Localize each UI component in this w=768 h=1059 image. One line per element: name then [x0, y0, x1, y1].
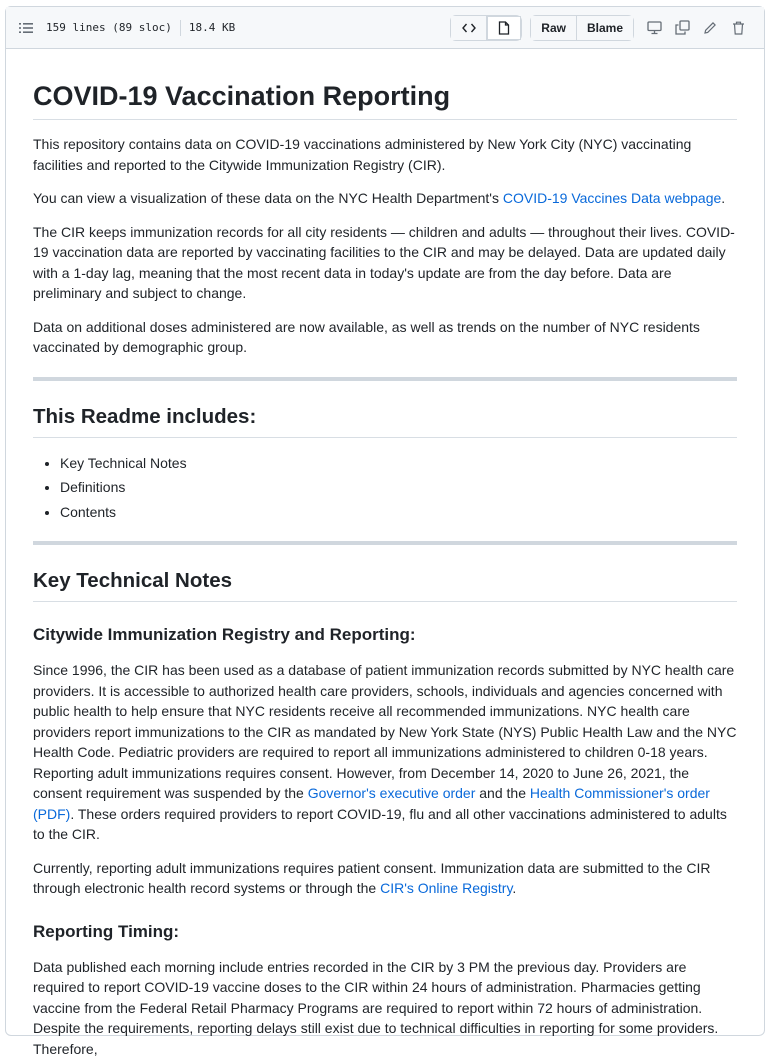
- list-lines-icon[interactable]: [18, 20, 34, 36]
- file-size: 18.4 KB: [189, 21, 235, 34]
- file-header: [6, 7, 764, 49]
- copy-button[interactable]: [668, 15, 696, 41]
- file-icon: [498, 21, 510, 35]
- includes-heading: This Readme includes:: [33, 404, 737, 438]
- divider: [33, 541, 737, 545]
- blame-button[interactable]: Blame: [576, 16, 633, 40]
- governors-order-link[interactable]: Governor's executive order: [308, 785, 476, 801]
- currently-text: Currently, reporting adult immunizations requires patient consent. Immunization data are submitted to the CIR through electronic health record systems or through the: [33, 860, 711, 897]
- raw-button[interactable]: Raw: [531, 16, 576, 40]
- online-registry-link[interactable]: CIR's Online Registry: [380, 880, 512, 896]
- vaccines-data-link[interactable]: COVID-19 Vaccines Data webpage: [503, 190, 721, 206]
- desktop-icon: [647, 21, 662, 35]
- visualization-text: You can view a visualization of these data on the NYC Health Department's: [33, 190, 503, 206]
- trash-icon: [732, 21, 745, 35]
- pencil-icon: [703, 21, 717, 35]
- key-notes-heading: Key Technical Notes: [33, 568, 737, 602]
- commissioners-order-link[interactable]: Health Commissioner's order (PDF): [33, 785, 710, 822]
- view-toggle: [450, 15, 522, 41]
- cir-reporting-text: and the: [475, 785, 530, 801]
- copy-icon: [675, 20, 690, 35]
- visualization-period: .: [721, 190, 725, 206]
- divider: [33, 377, 737, 381]
- currently-text: .: [512, 880, 516, 896]
- readme-article: [6, 49, 764, 1059]
- code-view-button[interactable]: [451, 16, 486, 40]
- page-title: COVID-19 Vaccination Reporting: [33, 79, 737, 120]
- file-viewer: [5, 6, 765, 1036]
- intro-paragraph: This repository contains data on COVID-19 vaccinations administered by New York City (NYC) vaccinating facilities and reported to the Citywide Immunization Registry (CIR).: [33, 134, 737, 175]
- currently-paragraph: [33, 858, 737, 899]
- line-count: 159 lines (89 sloc): [46, 21, 172, 34]
- list-item: • Contents: [60, 502, 737, 523]
- timing-paragraph: Data published each morning include entries recorded in the CIR by 3 PM the previous day. Providers are required to report COVID-19 vaccine doses to the CIR within 24 hours of administration. Pharmacies getting vaccine from the Federal Retail Pharmacy Programs are required to report within 72 hours of administration. Despite the requirements, reporting delays still exist due to technical difficulties in reporting for some providers. Therefore,: [33, 957, 737, 1059]
- list-item: • Key Technical Notes: [60, 453, 737, 474]
- list-item: • Definitions: [60, 477, 737, 498]
- cir-reporting-heading: Citywide Immunization Registry and Reporting:: [33, 624, 737, 646]
- meta-divider: [180, 20, 181, 36]
- timing-heading: Reporting Timing:: [33, 921, 737, 943]
- desktop-button[interactable]: [640, 15, 668, 41]
- raw-blame-group: [530, 15, 634, 41]
- cir-reporting-paragraph: [33, 660, 737, 845]
- additional-doses-paragraph: Data on additional doses administered are now available, as well as trends on the number of NYC residents vaccinated by demographic group.: [33, 317, 737, 358]
- visualization-paragraph: [33, 188, 737, 209]
- cir-reporting-text: . These orders required providers to report COVID-19, flu and all other vaccinations administered to adults to the CIR.: [33, 806, 727, 843]
- edit-button[interactable]: [696, 15, 724, 41]
- delete-button[interactable]: [724, 15, 752, 41]
- cir-paragraph: The CIR keeps immunization records for all city residents — children and adults — throughout their lives. COVID-19 vaccination data are reported by vaccinating facilities to the CIR and may be delayed. Data are updated daily with a 1-day lag, meaning that the most recent data in today's update are from the day before. Data are preliminary and subject to change.: [33, 222, 737, 304]
- preview-button[interactable]: [486, 16, 521, 40]
- includes-list: [33, 453, 737, 523]
- code-icon: [462, 23, 476, 33]
- cir-reporting-text: Since 1996, the CIR has been used as a database of patient immunization records submitted by NYC health care providers. It is accessible to authorized health care providers, schools, individuals and agencies concerned with public health to help ensure that NYC residents receive all recommended immunizations. NYC health care providers report immunizations to the CIR as mandated by New York State (NYS) Public Health Law and the NYC Health Code. Pediatric providers are required to report all immunizations administered to children 0-18 years. Reporting adult immunizations requires consent. However, from December 14, 2020 to June 26, 2021, the consent requirement was suspended by the: [33, 662, 736, 801]
